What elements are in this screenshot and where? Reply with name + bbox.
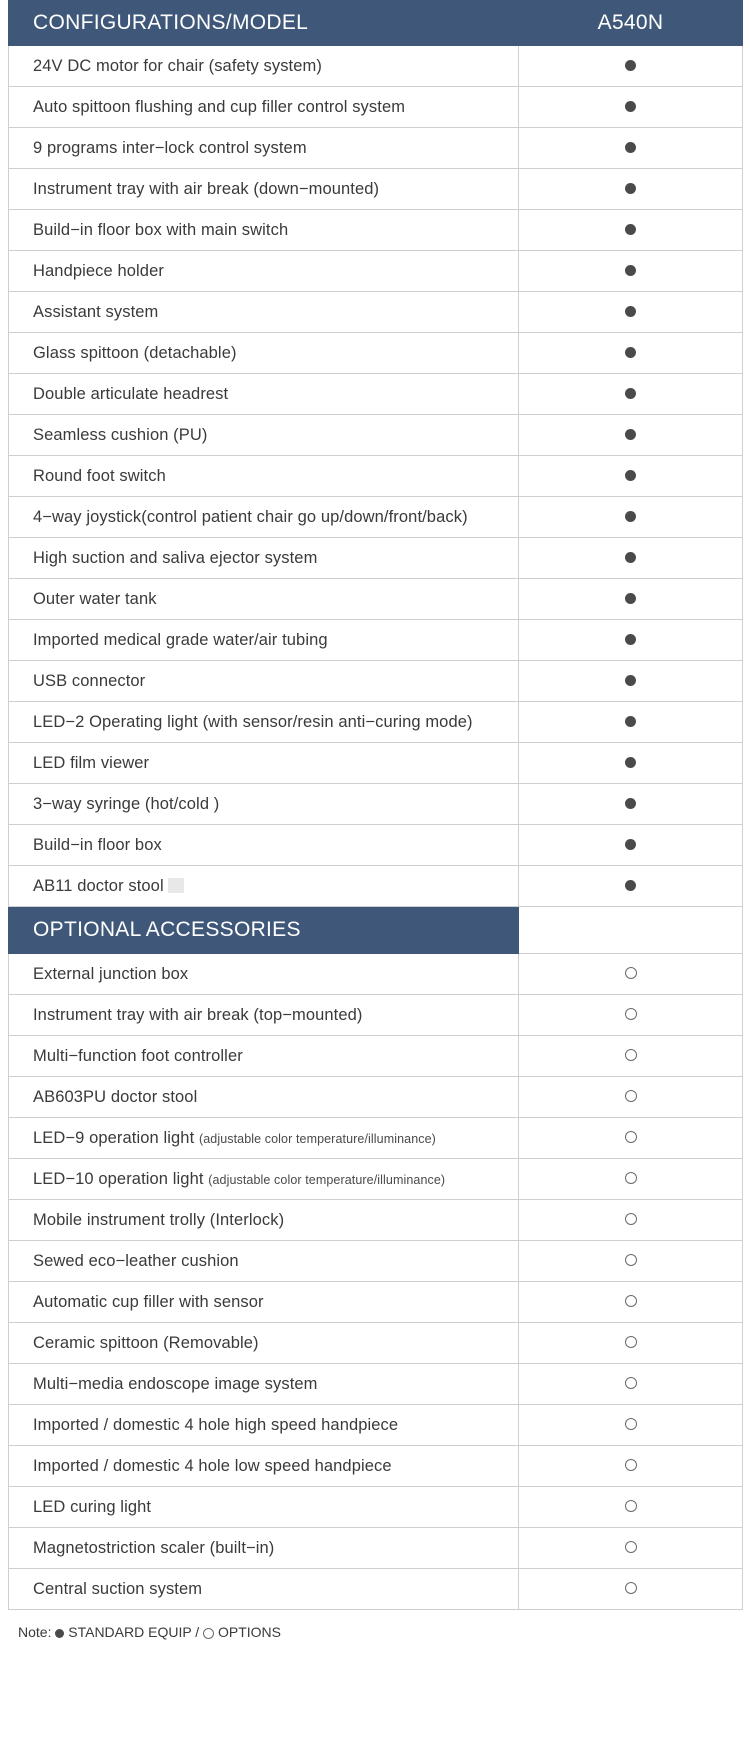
section-blank-cell	[519, 907, 743, 954]
empty-dot-icon	[625, 1582, 637, 1594]
optional-mark-cell	[519, 1446, 743, 1487]
standard-equip-cell	[519, 620, 743, 661]
filled-dot-icon	[625, 388, 636, 399]
optional-item-note: (adjustable color temperature/illuminance)	[208, 1172, 446, 1187]
optional-item-label: Imported / domestic 4 hole low speed handpiece	[33, 1456, 392, 1475]
optional-item-row-label	[9, 1241, 519, 1282]
optional-mark-cell	[519, 1323, 743, 1364]
empty-dot-icon	[625, 1459, 637, 1471]
section-header-row	[9, 907, 743, 954]
optional-mark-cell	[519, 1241, 743, 1282]
column-header-configurations: CONFIGURATIONS/MODEL	[9, 1, 519, 46]
table-row	[9, 1569, 743, 1610]
optional-item-label: Multi−function foot controller	[33, 1046, 243, 1065]
table-row	[9, 497, 743, 538]
optional-item-row-label	[9, 1282, 519, 1323]
filled-dot-icon	[625, 142, 636, 153]
optional-item-row-label	[9, 1528, 519, 1569]
empty-dot-icon	[625, 1295, 637, 1307]
optional-item-row-label	[9, 1077, 519, 1118]
optional-item-row-label	[9, 1200, 519, 1241]
table-row	[9, 1364, 743, 1405]
standard-equip-cell	[519, 210, 743, 251]
standard-equip-cell	[519, 538, 743, 579]
optional-item-row-label	[9, 954, 519, 995]
optional-mark-cell	[519, 1159, 743, 1200]
filled-dot-icon	[625, 716, 636, 727]
filled-dot-icon	[625, 60, 636, 71]
optional-item-row-label	[9, 1323, 519, 1364]
table-row	[9, 702, 743, 743]
table-row	[9, 866, 743, 907]
optional-item-row-label	[9, 1364, 519, 1405]
filled-dot-icon	[625, 593, 636, 604]
table-row	[9, 1487, 743, 1528]
empty-dot-icon	[625, 967, 637, 979]
empty-dot-icon	[625, 1172, 637, 1184]
optional-item-row-label	[9, 1405, 519, 1446]
standard-item-label: Instrument tray with air break (down−mounted)	[9, 169, 519, 210]
column-header-model: A540N	[519, 1, 743, 46]
table-row	[9, 995, 743, 1036]
optional-item-label: Automatic cup filler with sensor	[33, 1292, 264, 1311]
legend-note-prefix: Note:	[18, 1624, 52, 1640]
optional-item-label: Imported / domestic 4 hole high speed handpiece	[33, 1415, 399, 1434]
table-row	[9, 210, 743, 251]
optional-mark-cell	[519, 1036, 743, 1077]
legend-note	[18, 1624, 742, 1640]
filled-dot-icon	[625, 265, 636, 276]
optional-item-row-label	[9, 1036, 519, 1077]
optional-item-label: External junction box	[33, 964, 189, 983]
optional-item-label: Magnetostriction scaler (built−in)	[33, 1538, 275, 1557]
table-row	[9, 1528, 743, 1569]
optional-item-label: Central suction system	[33, 1579, 203, 1598]
standard-item-label: Build−in floor box with main switch	[9, 210, 519, 251]
empty-dot-icon	[203, 1628, 214, 1639]
optional-item-row-label	[9, 1118, 519, 1159]
table-row	[9, 1200, 743, 1241]
empty-dot-icon	[625, 1008, 637, 1020]
optional-mark-cell	[519, 1200, 743, 1241]
table-row	[9, 1241, 743, 1282]
filled-dot-icon	[625, 429, 636, 440]
table-row	[9, 292, 743, 333]
legend-standard-text: STANDARD EQUIP /	[68, 1624, 200, 1640]
empty-dot-icon	[625, 1213, 637, 1225]
standard-item-label: Assistant system	[9, 292, 519, 333]
filled-dot-icon	[625, 798, 636, 809]
standard-item-label: Outer water tank	[9, 579, 519, 620]
table-row	[9, 661, 743, 702]
optional-mark-cell	[519, 954, 743, 995]
table-row	[9, 333, 743, 374]
filled-dot-icon	[625, 183, 636, 194]
optional-mark-cell	[519, 995, 743, 1036]
empty-dot-icon	[625, 1131, 637, 1143]
table-row	[9, 579, 743, 620]
optional-item-label: Sewed eco−leather cushion	[33, 1251, 239, 1270]
table-header	[9, 1, 743, 46]
optional-item-row-label	[9, 1159, 519, 1200]
table-row	[9, 620, 743, 661]
table-row	[9, 784, 743, 825]
filled-dot-icon	[625, 347, 636, 358]
filled-dot-icon	[625, 224, 636, 235]
specification-table	[8, 0, 743, 1610]
standard-item-label: Seamless cushion (PU)	[9, 415, 519, 456]
filled-dot-icon	[625, 757, 636, 768]
optional-item-row-label	[9, 1569, 519, 1610]
legend-options-text: OPTIONS	[217, 1624, 281, 1640]
optional-item-label: LED−9 operation light	[33, 1128, 195, 1147]
standard-item-label: LED−2 Operating light (with sensor/resin anti−curing mode)	[9, 702, 519, 743]
standard-equip-cell	[519, 661, 743, 702]
optional-item-label: Multi−media endoscope image system	[33, 1374, 318, 1393]
text-highlight-mark	[168, 878, 184, 893]
empty-dot-icon	[625, 1254, 637, 1266]
standard-item-label: Double articulate headrest	[9, 374, 519, 415]
empty-dot-icon	[625, 1500, 637, 1512]
standard-item-label: 24V DC motor for chair (safety system)	[9, 46, 519, 87]
optional-item-label: LED−10 operation light	[33, 1169, 204, 1188]
standard-equip-cell	[519, 415, 743, 456]
table-row	[9, 374, 743, 415]
table-row	[9, 825, 743, 866]
table-row	[9, 1446, 743, 1487]
table-row	[9, 1405, 743, 1446]
empty-dot-icon	[625, 1377, 637, 1389]
table-body	[9, 46, 743, 1610]
standard-equip-cell	[519, 579, 743, 620]
filled-dot-icon	[625, 880, 636, 891]
table-row	[9, 46, 743, 87]
filled-dot-icon	[625, 675, 636, 686]
filled-dot-icon	[625, 306, 636, 317]
optional-mark-cell	[519, 1569, 743, 1610]
table-row	[9, 87, 743, 128]
table-row	[9, 538, 743, 579]
optional-item-label: Mobile instrument trolly (Interlock)	[33, 1210, 285, 1229]
optional-mark-cell	[519, 1118, 743, 1159]
optional-mark-cell	[519, 1487, 743, 1528]
table-row	[9, 1282, 743, 1323]
optional-item-label: Instrument tray with air break (top−mounted)	[33, 1005, 363, 1024]
standard-item-label: High suction and saliva ejector system	[9, 538, 519, 579]
optional-mark-cell	[519, 1528, 743, 1569]
optional-item-label: Ceramic spittoon (Removable)	[33, 1333, 259, 1352]
table-row	[9, 169, 743, 210]
standard-equip-cell	[519, 497, 743, 538]
standard-equip-cell	[519, 169, 743, 210]
standard-equip-cell	[519, 825, 743, 866]
standard-item-label: Imported medical grade water/air tubing	[9, 620, 519, 661]
standard-item-label: 4−way joystick(control patient chair go up/down/front/back)	[9, 497, 519, 538]
standard-item-label: LED film viewer	[9, 743, 519, 784]
table-row	[9, 743, 743, 784]
optional-item-row-label	[9, 1446, 519, 1487]
standard-equip-cell	[519, 128, 743, 169]
section-title-optional-accessories: OPTIONAL ACCESSORIES	[9, 907, 519, 954]
table-row	[9, 128, 743, 169]
standard-equip-cell	[519, 866, 743, 907]
standard-equip-cell	[519, 87, 743, 128]
standard-equip-cell	[519, 784, 743, 825]
optional-mark-cell	[519, 1405, 743, 1446]
standard-item-label: USB connector	[9, 661, 519, 702]
optional-mark-cell	[519, 1364, 743, 1405]
table-row	[9, 415, 743, 456]
standard-equip-cell	[519, 374, 743, 415]
standard-equip-cell	[519, 743, 743, 784]
filled-dot-icon	[625, 470, 636, 481]
empty-dot-icon	[625, 1418, 637, 1430]
empty-dot-icon	[625, 1049, 637, 1061]
standard-equip-cell	[519, 456, 743, 497]
filled-dot-icon	[625, 839, 636, 850]
standard-item-label: Build−in floor box	[9, 825, 519, 866]
table-row	[9, 954, 743, 995]
standard-item-label: Round foot switch	[9, 456, 519, 497]
table-row	[9, 456, 743, 497]
standard-equip-cell	[519, 251, 743, 292]
table-row	[9, 1159, 743, 1200]
optional-item-row-label	[9, 1487, 519, 1528]
table-row	[9, 1077, 743, 1118]
empty-dot-icon	[625, 1541, 637, 1553]
standard-equip-cell	[519, 46, 743, 87]
filled-dot-icon	[625, 101, 636, 112]
empty-dot-icon	[625, 1336, 637, 1348]
optional-item-row-label	[9, 995, 519, 1036]
standard-equip-cell	[519, 333, 743, 374]
optional-item-label: LED curing light	[33, 1497, 152, 1516]
optional-mark-cell	[519, 1077, 743, 1118]
standard-item-label: AB11 doctor stool	[9, 866, 519, 907]
standard-item-label: Glass spittoon (detachable)	[9, 333, 519, 374]
optional-mark-cell	[519, 1282, 743, 1323]
table-row	[9, 1118, 743, 1159]
filled-dot-icon	[625, 634, 636, 645]
standard-equip-cell	[519, 702, 743, 743]
standard-item-label: 9 programs inter−lock control system	[9, 128, 519, 169]
optional-item-label: AB603PU doctor stool	[33, 1087, 198, 1106]
table-header-row	[9, 1, 743, 46]
standard-equip-cell	[519, 292, 743, 333]
table-row	[9, 1036, 743, 1077]
filled-dot-icon	[625, 511, 636, 522]
empty-dot-icon	[625, 1090, 637, 1102]
standard-item-label: 3−way syringe (hot/cold )	[9, 784, 519, 825]
table-row	[9, 1323, 743, 1364]
standard-item-label: Auto spittoon flushing and cup filler control system	[9, 87, 519, 128]
standard-item-label: Handpiece holder	[9, 251, 519, 292]
optional-item-note: (adjustable color temperature/illuminance)	[198, 1131, 436, 1146]
filled-dot-icon	[625, 552, 636, 563]
table-row	[9, 251, 743, 292]
filled-dot-icon	[55, 1629, 64, 1638]
